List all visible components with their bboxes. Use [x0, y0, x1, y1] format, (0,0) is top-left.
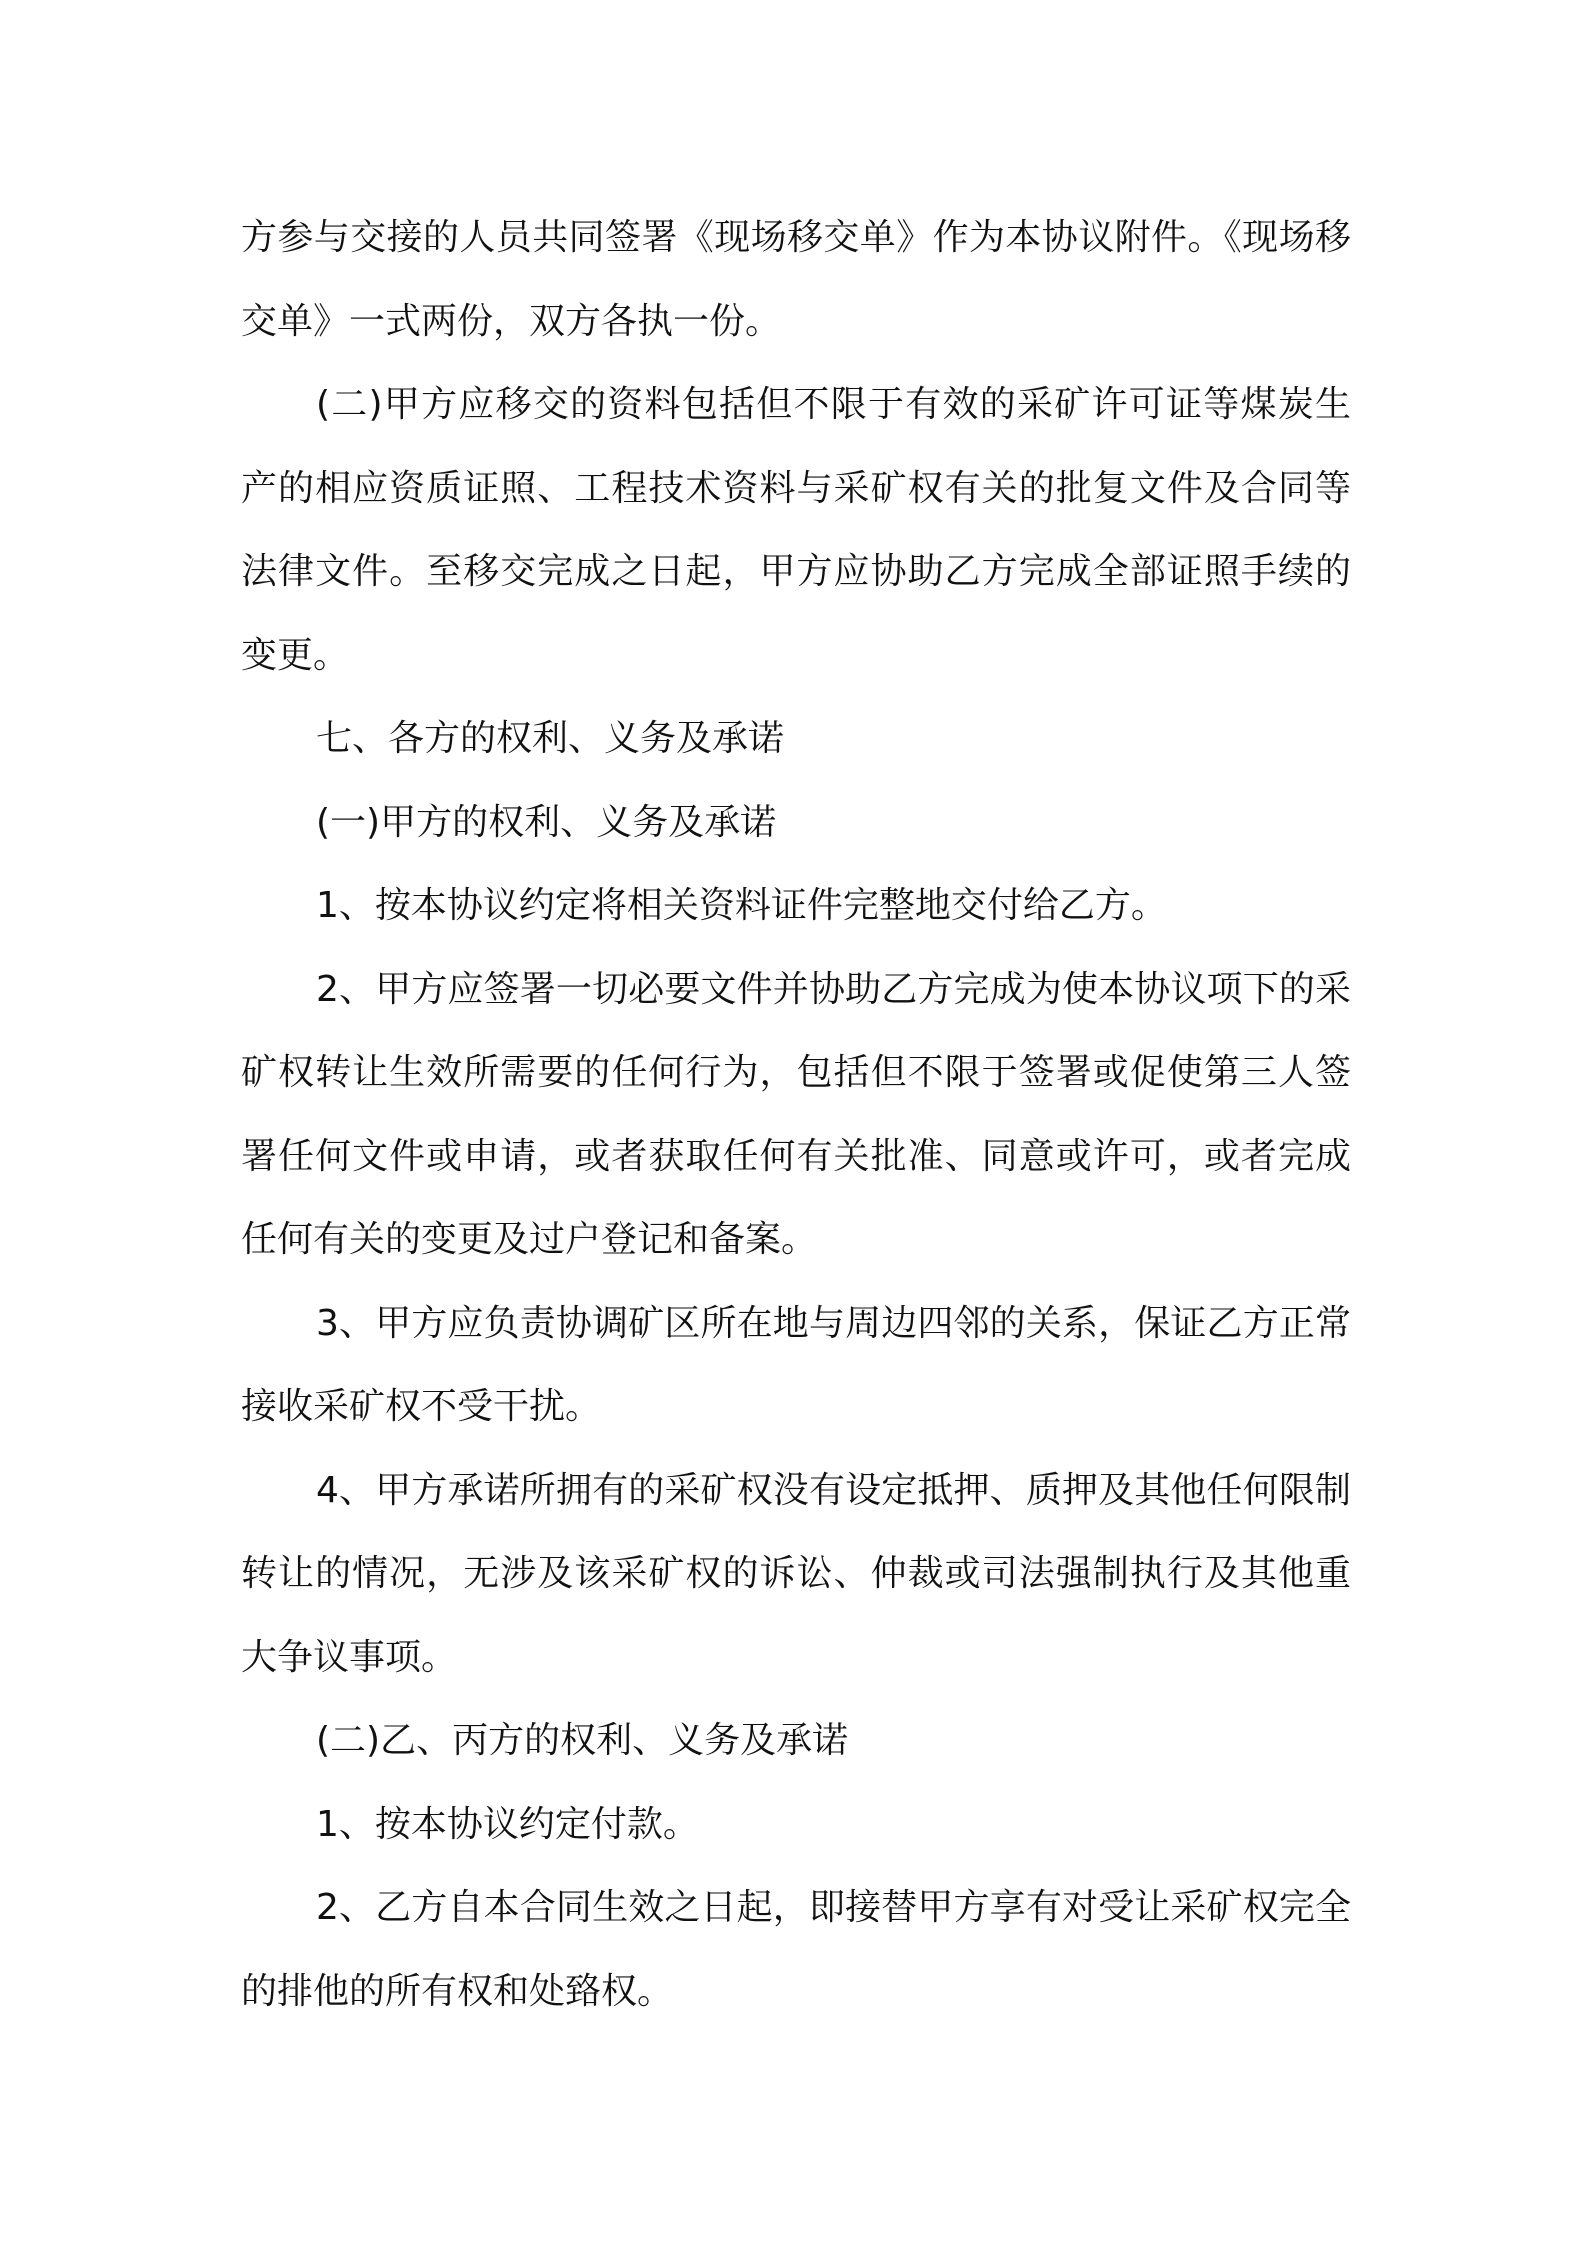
subsection-heading-party-a: (一)甲方的权利、义务及承诺: [316, 801, 777, 843]
section-heading-rights-obligations: 七、各方的权利、义务及承诺: [316, 718, 785, 759]
paragraph-materials-transfer: (二)甲方应移交的资料包括但不限于有效的采矿许可证等煤炭生产的相应资质证照、工程技术资料与采矿权有关的批复文件及合同等法律文件。至移交完成之日起，甲方应协助乙方完成全部证照手续的变更。: [241, 384, 1351, 676]
paragraph-party-b-item-1: 1、按本协议约定付款。: [316, 1803, 699, 1845]
paragraph-party-a-item-3: 3、甲方应负责协调矿区所在地与周边四邻的关系，保证乙方正常接收采矿权不受干扰。: [241, 1302, 1351, 1427]
paragraph-party-a-item-1: 1、按本协议约定将相关资料证件完整地交付给乙方。: [316, 885, 1167, 926]
subsection-heading-party-b-c: (二)乙、丙方的权利、义务及承诺: [316, 1720, 849, 1761]
document-body: [241, 196, 1351, 2033]
paragraph-handover-sheet: 方参与交接的人员共同签署《现场移交单》作为本协议附件。《现场移交单》一式两份，双方各执一份。: [241, 217, 1351, 342]
paragraph-party-b-item-2: 2、乙方自本合同生效之日起，即接替甲方享有对受让采矿权完全的排他的所有权和处臵权。: [241, 1887, 1351, 2012]
paragraph-party-a-item-2: 2、甲方应签署一切必要文件并协助乙方完成为使本协议项下的采矿权转让生效所需要的任何行为，包括但不限于签署或促使第三人签署任何文件或申请，或者获取任何有关批准、同意或许可，或者完成任何有关的变更及过户登记和备案。: [241, 968, 1351, 1260]
paragraph-party-a-item-4: 4、甲方承诺所拥有的采矿权没有设定抵押、质押及其他任何限制转让的情况，无涉及该采矿权的诉讼、仲裁或司法强制执行及其他重大争议事项。: [241, 1469, 1351, 1678]
